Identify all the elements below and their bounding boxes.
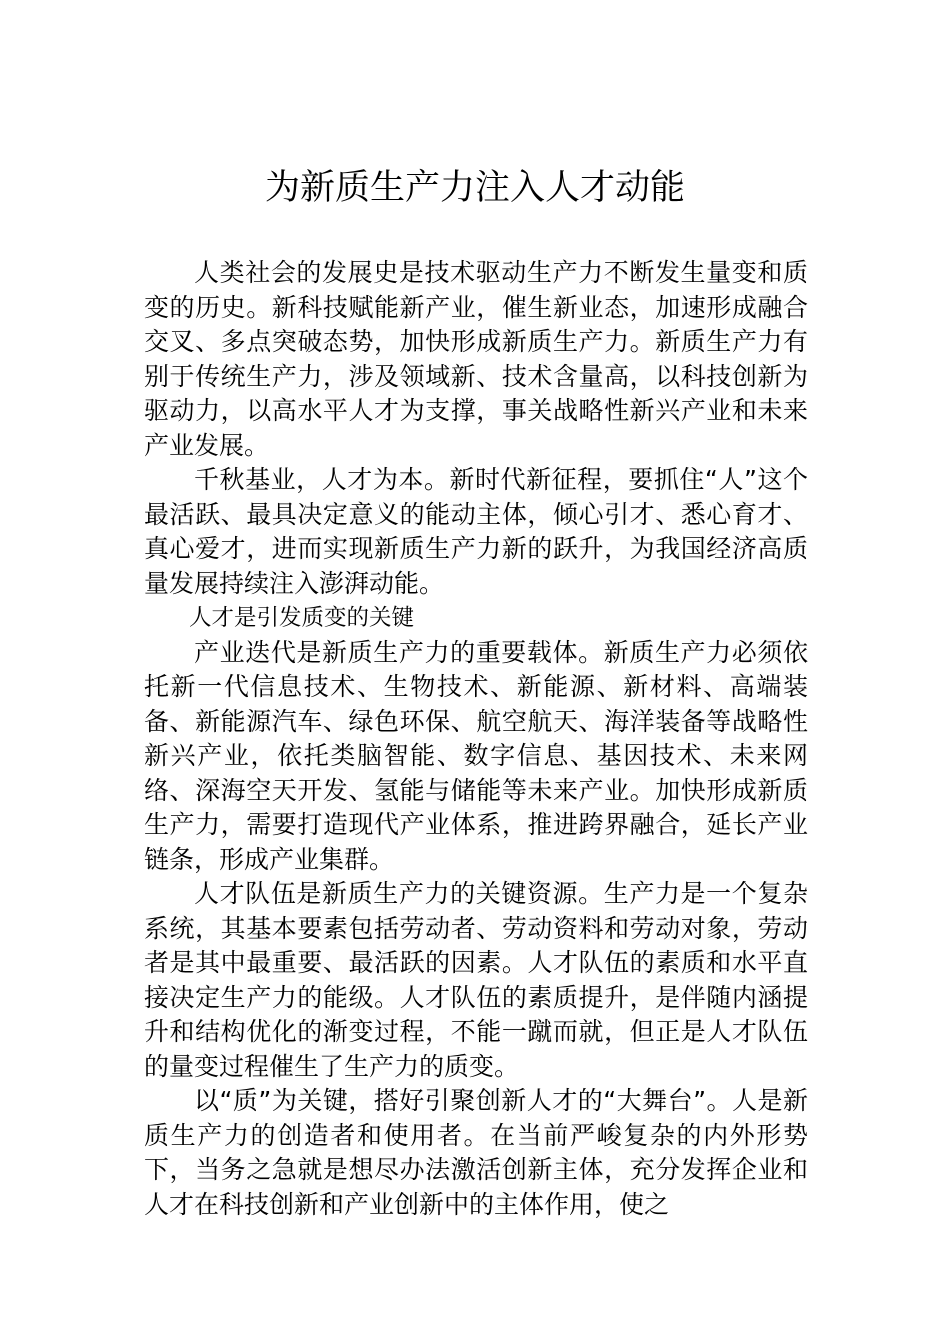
document-title: 为新质生产力注入人才动能 bbox=[264, 168, 685, 208]
paragraph: 以“质”为关键，搭好引聚创新人才的“大舞台”。人是新质生产力的创造者和使用者。在当前严峻复杂的内外形势下，当务之急就是想尽办法激活创新主体，充分发挥企业和人才在科技创新和产业创新中的主体作用，使之 bbox=[144, 1086, 808, 1219]
paragraph: 千秋基业，人才为本。新时代新征程，要抓住“人”这个最活跃、最具决定意义的能动主体，倾心引才、悉心育才、真心爱才，进而实现新质生产力新的跃升，为我国经济高质量发展持续注入澎湃动能。 bbox=[144, 465, 808, 598]
paragraph: 产业迭代是新质生产力的重要载体。新质生产力必须依托新一代信息技术、生物技术、新能源、新材料、高端装备、新能源汽车、绿色环保、航空航天、海洋装备等战略性新兴产业，依托类脑智能、数字信息、基因技术、未来网络、深海空天开发、氢能与储能等未来产业。加快形成新质生产力，需要打造现代产业体系，推进跨界融合，延长产业链条，形成产业集群。 bbox=[144, 637, 808, 874]
paragraph: 人才队伍是新质生产力的关键资源。生产力是一个复杂系统，其基本要素包括劳动者、劳动资料和劳动对象，劳动者是其中最重要、最活跃的因素。人才队伍的素质和水平直接决定生产力的能级。人才队伍的素质提升，是伴随内涵提升和结构优化的渐变过程，不能一蹴而就，但正是人才队伍的量变过程催生了生产力的质变。 bbox=[144, 879, 808, 1081]
document-body bbox=[144, 256, 808, 1222]
paragraph: 人类社会的发展史是技术驱动生产力不断发生量变和质变的历史。新科技赋能新产业，催生新业态，加速形成融合交叉、多点突破态势，加快形成新质生产力。新质生产力有别于传统生产力，涉及领域新、技术含量高，以科技创新为驱动力，以高水平人才为支撑，事关战略性新兴产业和未来产业发展。 bbox=[144, 258, 808, 460]
section-heading: 人才是引发质变的关键 bbox=[189, 605, 415, 631]
